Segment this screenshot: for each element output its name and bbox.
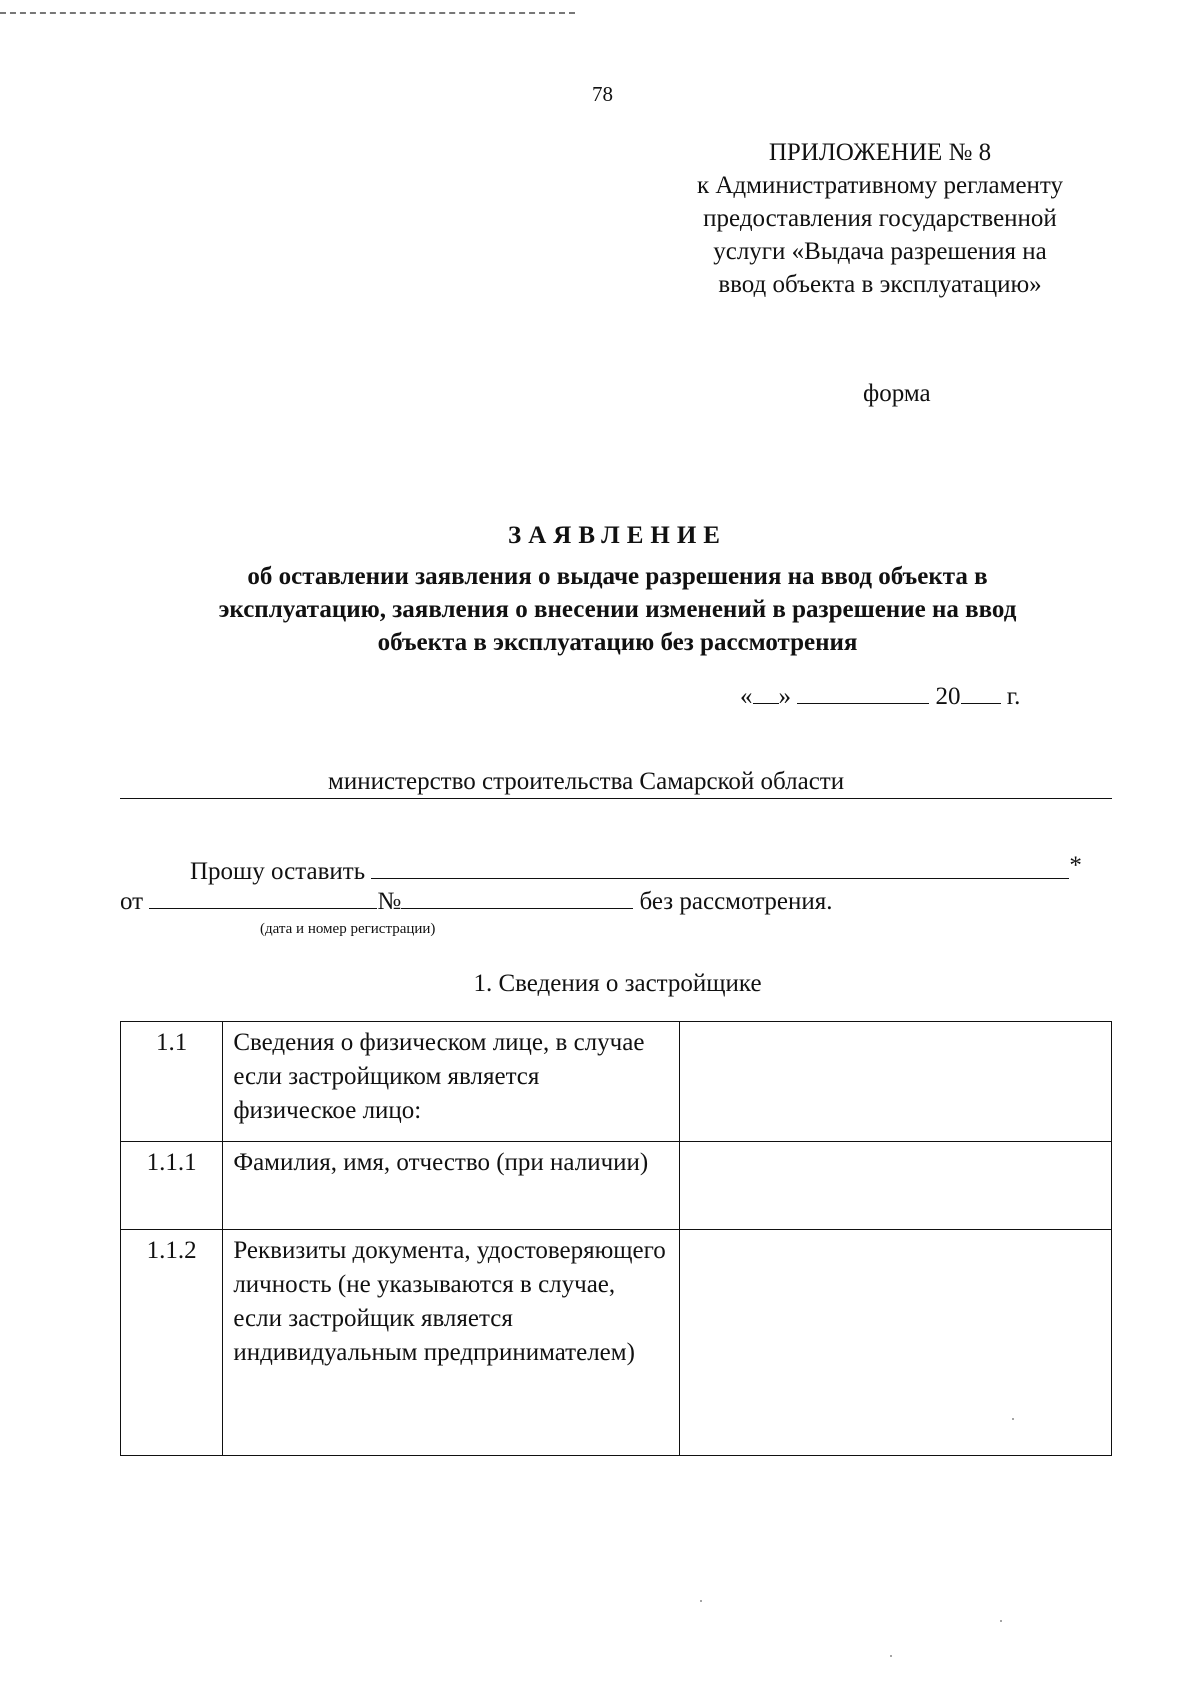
appendix-line: предоставления государственной	[703, 205, 1057, 232]
row-value-field[interactable]	[679, 1022, 1111, 1142]
row-value-field[interactable]	[679, 1142, 1111, 1230]
document-title: ЗАЯВЛЕНИЕ	[508, 522, 727, 549]
scan-speck	[700, 1600, 702, 1602]
form-label: форма	[863, 380, 931, 407]
year-suffix: г.	[1006, 683, 1021, 710]
year-field[interactable]	[961, 683, 1001, 704]
subtitle-line: об оставлении заявления о выдаче разрешения на ввод объекта в	[247, 563, 988, 590]
date-line	[740, 683, 1120, 711]
request-line-1	[190, 852, 1110, 886]
row-number: 1.1.1	[121, 1142, 223, 1230]
appendix-line: к Административному регламенту	[696, 172, 1064, 199]
row-number: 1.1.2	[121, 1230, 223, 1456]
request-line-2	[120, 888, 1120, 916]
number-label: №	[377, 888, 402, 915]
appendix-line: услуги «Выдача разрешения на	[713, 238, 1047, 265]
registration-date-field[interactable]	[149, 888, 377, 909]
section-title: 1. Сведения о застройщике	[473, 970, 762, 997]
row-label: Реквизиты документа, удостоверяющего личность (не указываются в случае, если застройщик является индивидуальным предпринимателем)	[223, 1230, 679, 1456]
subtitle-line: эксплуатацию, заявления о внесении изменений в разрешение на ввод	[218, 596, 1017, 623]
request-asterisk: *	[1069, 852, 1082, 879]
row-label: Сведения о физическом лице, в случае если застройщиком является физическое лицо:	[223, 1022, 679, 1142]
page-number: 78	[592, 82, 613, 106]
scan-speck	[890, 1655, 892, 1657]
authority-field	[120, 768, 1112, 799]
month-field[interactable]	[797, 683, 929, 704]
appendix-line: ввод объекта в эксплуатацию»	[718, 271, 1042, 298]
table-row	[121, 1022, 1112, 1142]
authority-name: министерство строительства Самарской области	[328, 768, 845, 795]
row-value-field[interactable]	[679, 1230, 1111, 1456]
request-prefix: Прошу оставить	[190, 858, 366, 885]
table-row	[121, 1230, 1112, 1456]
from-label: от	[120, 888, 144, 915]
row-number: 1.1	[121, 1022, 223, 1142]
date-close-quote: »	[778, 683, 791, 710]
scan-speck	[1000, 1620, 1002, 1622]
top-dashed-line	[0, 12, 575, 14]
table-row	[121, 1142, 1112, 1230]
year-prefix: 20	[935, 683, 961, 710]
registration-number-field[interactable]	[401, 888, 633, 909]
subtitle-line: объекта в эксплуатацию без рассмотрения	[377, 629, 858, 656]
document-subtitle	[150, 560, 1085, 659]
appendix-header	[640, 136, 1120, 301]
request-suffix: без рассмотрения.	[639, 888, 833, 915]
scan-speck	[1012, 1418, 1014, 1420]
developer-info-table	[120, 1021, 1112, 1456]
appendix-line: ПРИЛОЖЕНИЕ № 8	[768, 139, 992, 166]
registration-caption: (дата и номер регистрации)	[260, 921, 436, 937]
application-field[interactable]	[371, 858, 1069, 879]
day-field[interactable]	[753, 683, 779, 704]
date-open-quote: «	[740, 683, 753, 710]
row-label: Фамилия, имя, отчество (при наличии)	[223, 1142, 679, 1230]
